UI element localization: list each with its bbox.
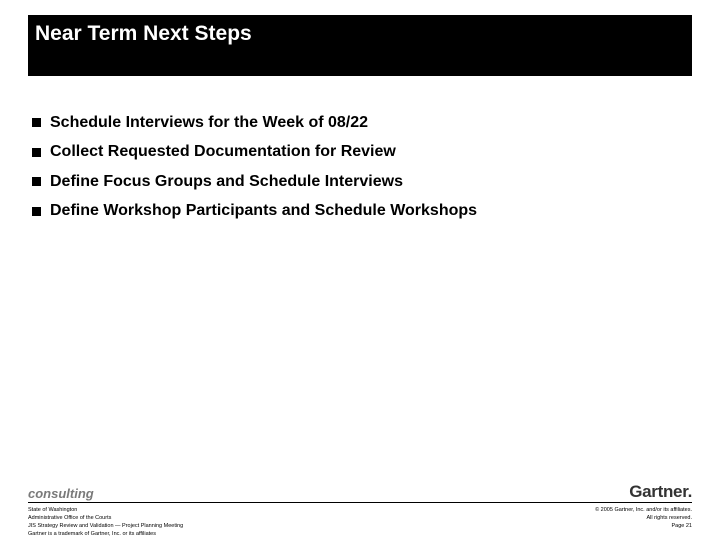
bullet-text: Schedule Interviews for the Week of 08/22 (50, 113, 369, 131)
square-bullet-icon (32, 118, 41, 127)
slide-title: Near Term Next Steps (35, 22, 252, 45)
consulting-label: consulting (28, 486, 94, 501)
bullet-item (32, 167, 477, 197)
footer-client-name: State of Washington (28, 507, 78, 513)
footer-rights: All rights reserved. (646, 515, 692, 521)
gartner-logo: Gartner. (629, 482, 692, 501)
title-bar (28, 15, 692, 76)
footer-left-block (28, 506, 183, 538)
footer-copyright: © 2005 Gartner, Inc. and/or its affiliates. (595, 507, 692, 513)
footer-right-block (595, 506, 692, 530)
footer-trademark-note: Gartner is a trademark of Gartner, Inc. or its affiliates (28, 531, 156, 537)
bullet-text: Define Focus Groups and Schedule Interviews (50, 172, 403, 190)
bullet-list (32, 108, 477, 226)
bullet-item (32, 108, 477, 138)
footer-divider (28, 502, 692, 503)
footer-client-office: Administrative Office of the Courts (28, 515, 112, 521)
bullet-item (32, 138, 477, 168)
page-number: Page 21 (671, 523, 692, 529)
square-bullet-icon (32, 207, 41, 216)
footer-project-name: JIS Strategy Review and Validation — Project Planning Meeting (28, 523, 184, 529)
bullet-text: Collect Requested Documentation for Review (50, 143, 396, 161)
square-bullet-icon (32, 177, 41, 186)
square-bullet-icon (32, 148, 41, 157)
bullet-item (32, 197, 477, 227)
bullet-text: Define Workshop Participants and Schedule Workshops (50, 202, 478, 220)
